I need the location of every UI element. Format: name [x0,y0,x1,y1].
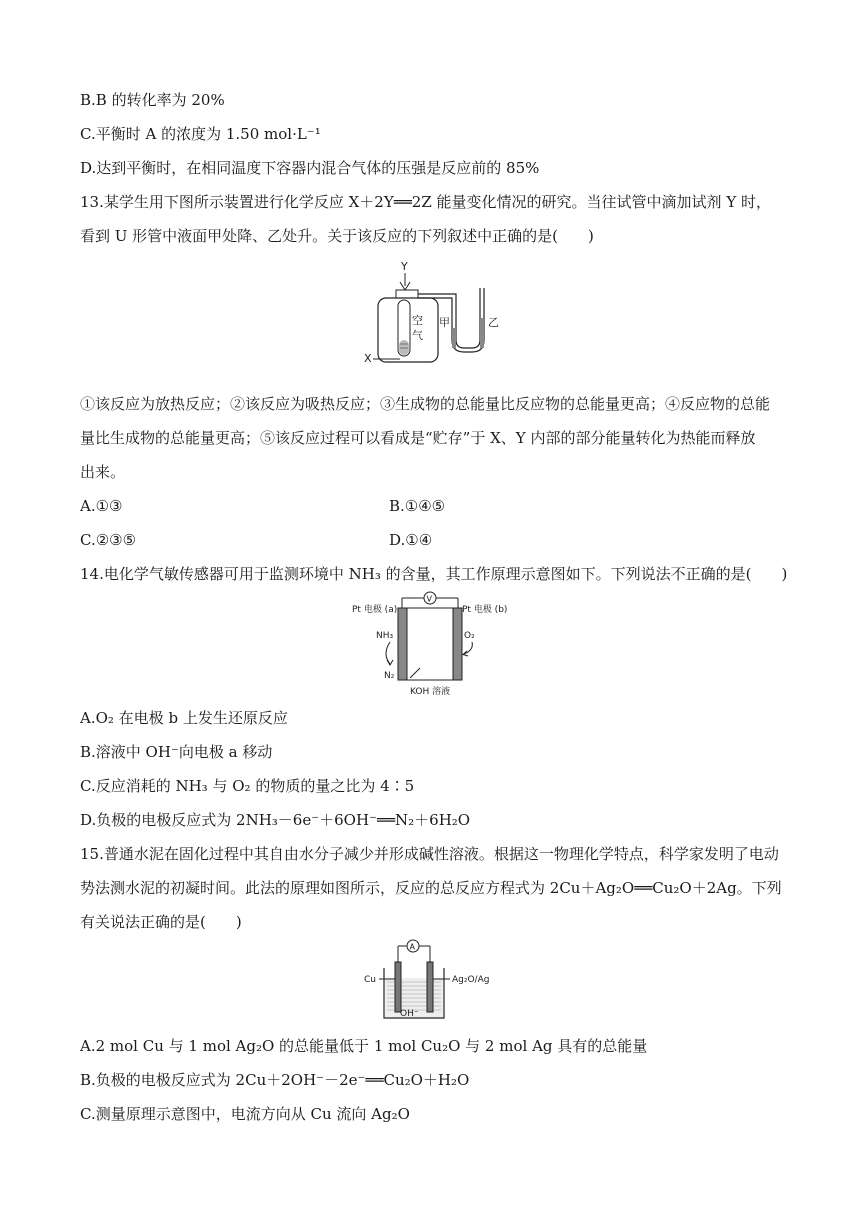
q15-option-a: A.2 mol Cu 与 1 mol Ag₂O 的总能量低于 1 mol Cu₂O 与 2 mol Ag 具有的总能量 [80,1037,648,1055]
fig14-label-koh: KOH 溶液 [410,687,451,697]
q15-cell-figure [360,938,500,1024]
fig13-label-jia: 甲 [439,316,450,329]
q15-option-c: C.测量原理示意图中，电流方向从 Cu 流向 Ag₂O [80,1105,410,1123]
fig13-label-air-1: 空 [412,314,423,327]
q15-stem-line-3: 有关说法正确的是( ) [80,913,242,931]
q15-stem-line-1: 15.普通水泥在固化过程中其自由水分子减少并形成碱性溶液。根据这一物理化学特点，科学家发明了电动 [80,845,779,863]
q13-desc-line-2: 量比生成物的总能量更高；⑤该反应过程可以看成是“贮存”于 X、Y 内部的部分能量转化为热能而释放 [80,429,756,447]
q14-option-c: C.反应消耗的 NH₃ 与 O₂ 的物质的量之比为 4∶5 [80,777,415,795]
q12-option-b: B.B 的转化率为 20% [80,91,225,109]
q13-apparatus-figure [360,260,500,370]
fig14-label-o2: O₂ [464,631,475,641]
q13-option-d: D.①④ [389,531,433,549]
q13-stem-line-2: 看到 U 形管中液面甲处降、乙处升。关于该反应的下列叙述中正确的是( ) [80,227,594,245]
q12-option-d: D.达到平衡时，在相同温度下容器内混合气体的压强是反应前的 85% [80,159,540,177]
q13-desc-line-1: ①该反应为放热反应；②该反应为吸热反应；③生成物的总能量比反应物的总能量更高；④反应物的总能 [80,395,771,413]
fig13-label-air-2: 气 [412,329,423,342]
q12-option-c: C.平衡时 A 的浓度为 1.50 mol·L⁻¹ [80,125,321,143]
fig14-label-electrode-a: Pt 电极 (a) [352,605,398,615]
q14-option-b: B.溶液中 OH⁻向电极 a 移动 [80,743,273,761]
fig15-label-cu: Cu [364,975,376,985]
fig15-ammeter-label: A [409,942,415,952]
q13-option-b: B.①④⑤ [389,497,446,515]
q13-option-c: C.②③⑤ [80,531,137,549]
q15-stem-line-2: 势法测水泥的初凝时间。此法的原理如图所示，反应的总反应方程式为 2Cu＋Ag₂O══Cu₂O＋2Ag。下列 [80,879,782,897]
q14-option-d: D.负极的电极反应式为 2NH₃－6e⁻＋6OH⁻══N₂＋6H₂O [80,811,471,829]
fig14-voltmeter-label: V [426,594,432,604]
fig14-label-n2: N₂ [384,671,395,681]
fig13-label-x: X [364,352,372,365]
q13-desc-line-3: 出来。 [80,463,126,481]
q14-option-a: A.O₂ 在电极 b 上发生还原反应 [80,709,288,727]
fig14-label-nh3: NH₃ [376,631,394,641]
q13-stem-line-1: 13.某学生用下图所示装置进行化学反应 X＋2Y══2Z 能量变化情况的研究。当往试管中滴加试剂 Y 时， [80,193,771,211]
q13-option-a: A.①③ [80,497,123,515]
fig15-label-ag2o: Ag₂O/Ag [452,975,490,985]
fig13-label-yi: 乙 [488,316,499,329]
fig13-label-y: Y [401,260,408,273]
q14-sensor-figure [340,590,520,700]
fig15-label-oh: OH⁻ [400,1009,419,1019]
q15-option-b: B.负极的电极反应式为 2Cu＋2OH⁻－2e⁻══Cu₂O＋H₂O [80,1071,470,1089]
q14-stem: 14.电化学气敏传感器可用于监测环境中 NH₃ 的含量，其工作原理示意图如下。下列说法不正确的是( ) [80,565,788,583]
fig14-label-electrode-b: Pt 电极 (b) [462,605,508,615]
